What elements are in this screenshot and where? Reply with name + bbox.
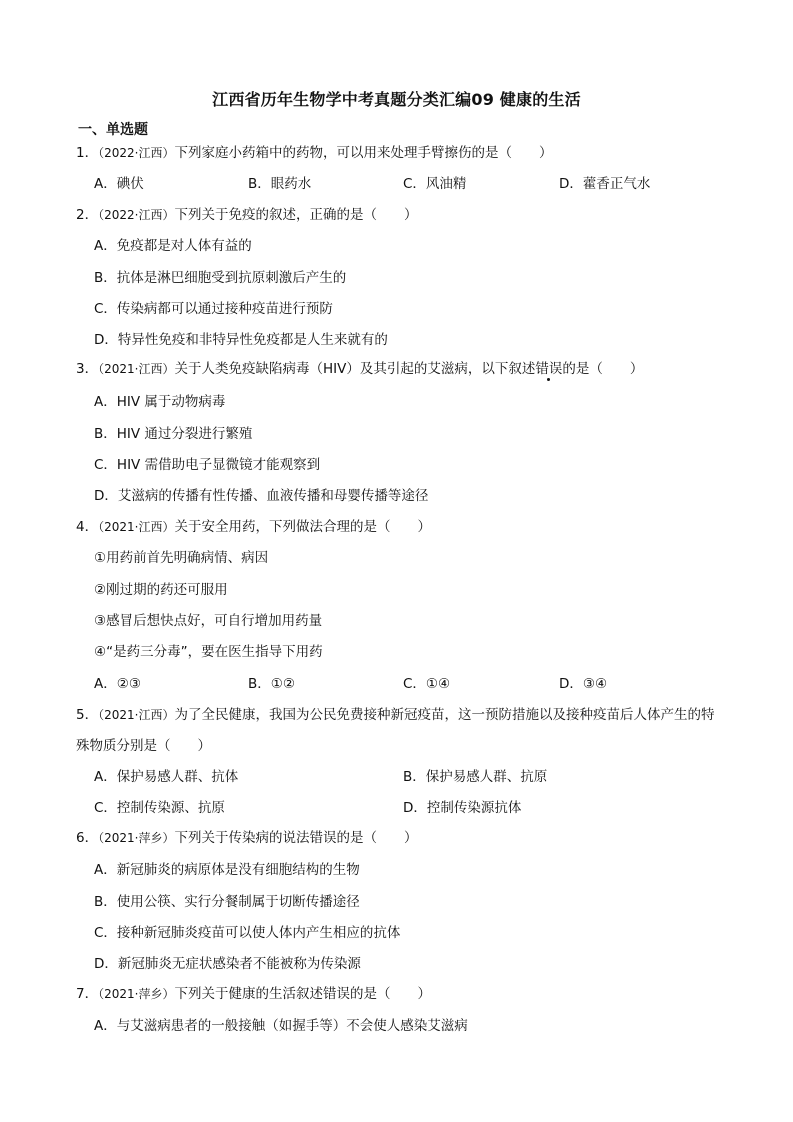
question-3-option-a: A．HIV 属于动物病毒 [94, 394, 226, 410]
question-3-option-b: B．HIV 通过分裂进行繁殖 [94, 426, 253, 442]
question-4-statement-2: ②刚过期的药还可服用 [94, 582, 228, 598]
question-4-option-b: B．①② [248, 676, 295, 692]
question-source: （2022·江西） [98, 146, 175, 160]
question-4-option-d: D．③④ [559, 676, 608, 692]
question-4-option-c: C．①④ [403, 676, 451, 692]
question-2-option-c: C．传染病都可以通过接种疫苗进行预防 [94, 301, 333, 317]
question-text: 下列关于免疫的叙述，正确的是（ ） [174, 207, 418, 223]
question-1-option-a: A．碘伏 [94, 176, 144, 192]
document-title: 江西省历年生物学中考真题分类汇编09 健康的生活 [212, 90, 581, 109]
question-number: 4． [76, 519, 99, 535]
question-3-option-d: D．艾滋病的传播有性传播、血液传播和母婴传播等途径 [94, 488, 429, 504]
question-7-stem [76, 984, 431, 1004]
question-text-before: 关于人类免疫缺陷病毒（HIV）及其引起的艾滋病，以下叙述 [174, 361, 536, 377]
question-7-option-a: A．与艾滋病患者的一般接触（如握手等）不会使人感染艾滋病 [94, 1018, 468, 1034]
question-4-option-a: A．②③ [94, 676, 141, 692]
question-6-option-b: B．使用公筷、实行分餐制属于切断传播途径 [94, 894, 360, 910]
question-text: 下列关于健康的生活叙述错误的是（ ） [174, 986, 431, 1002]
question-6-option-d: D．新冠肺炎无症状感染者不能被称为传染源 [94, 956, 361, 972]
question-5-option-a: A．保护易感人群、抗体 [94, 769, 239, 785]
question-2-option-d: D．特异性免疫和非特异性免疫都是人生来就有的 [94, 332, 388, 348]
question-text: 下列家庭小药箱中的药物，可以用来处理手臂擦伤的是（ ） [174, 145, 553, 161]
question-source: （2021·江西） [98, 520, 175, 534]
question-4-statement-1: ①用药前首先明确病情、病因 [94, 550, 269, 566]
question-5-option-d: D．控制传染源抗体 [403, 800, 522, 816]
question-text: 关于安全用药，下列做法合理的是（ ） [174, 519, 431, 535]
question-1-option-c: C．风油精 [403, 176, 467, 192]
question-number: 6． [76, 830, 99, 846]
question-1-stem [76, 143, 552, 163]
question-1-option-d: D．藿香正气水 [559, 176, 651, 192]
question-4-statement-3: ③感冒后想快点好，可自行增加用药量 [94, 613, 323, 629]
question-number: 7． [76, 986, 99, 1002]
question-5-option-c: C．控制传染源、抗原 [94, 800, 225, 816]
question-source: （2021·萍乡） [98, 831, 175, 845]
question-source: （2022·江西） [98, 208, 175, 222]
question-number: 1． [76, 145, 99, 161]
question-source: （2021·江西） [98, 708, 175, 722]
question-4-statement-4: ④“是药三分毒”，要在医生指导下用药 [94, 644, 323, 660]
emphasis-text: 错误 [535, 361, 563, 377]
question-source: （2021·江西） [98, 362, 175, 376]
question-number: 2． [76, 207, 99, 223]
question-2-stem [76, 205, 417, 225]
question-6-option-a: A．新冠肺炎的病原体是没有细胞结构的生物 [94, 862, 360, 878]
question-3-stem [76, 359, 643, 379]
question-3-option-c: C．HIV 需借助电子显微镜才能观察到 [94, 457, 321, 473]
question-text-after: 的是（ ） [562, 361, 644, 377]
question-2-option-b: B．抗体是淋巴细胞受到抗原刺激后产生的 [94, 270, 347, 286]
question-4-stem [76, 517, 431, 537]
question-5-option-b: B．保护易感人群、抗原 [403, 769, 548, 785]
question-6-option-c: C．接种新冠肺炎疫苗可以使人体内产生相应的抗体 [94, 925, 401, 941]
section-heading: 一、单选题 [78, 122, 148, 138]
question-5-stem [76, 700, 721, 762]
question-1-option-b: B．眼药水 [248, 176, 312, 192]
question-2-option-a: A．免疫都是对人体有益的 [94, 238, 252, 254]
question-text: 为了全民健康，我国为公民免费接种新冠疫苗，这一预防措施以及接种疫苗后人体产生的特殊物质分别是（ ） [76, 707, 715, 754]
question-number: 5． [76, 707, 99, 723]
question-number: 3． [76, 361, 99, 377]
question-text: 下列关于传染病的说法错误的是（ ） [174, 830, 418, 846]
question-source: （2021·萍乡） [98, 987, 175, 1001]
question-6-stem [76, 828, 417, 848]
